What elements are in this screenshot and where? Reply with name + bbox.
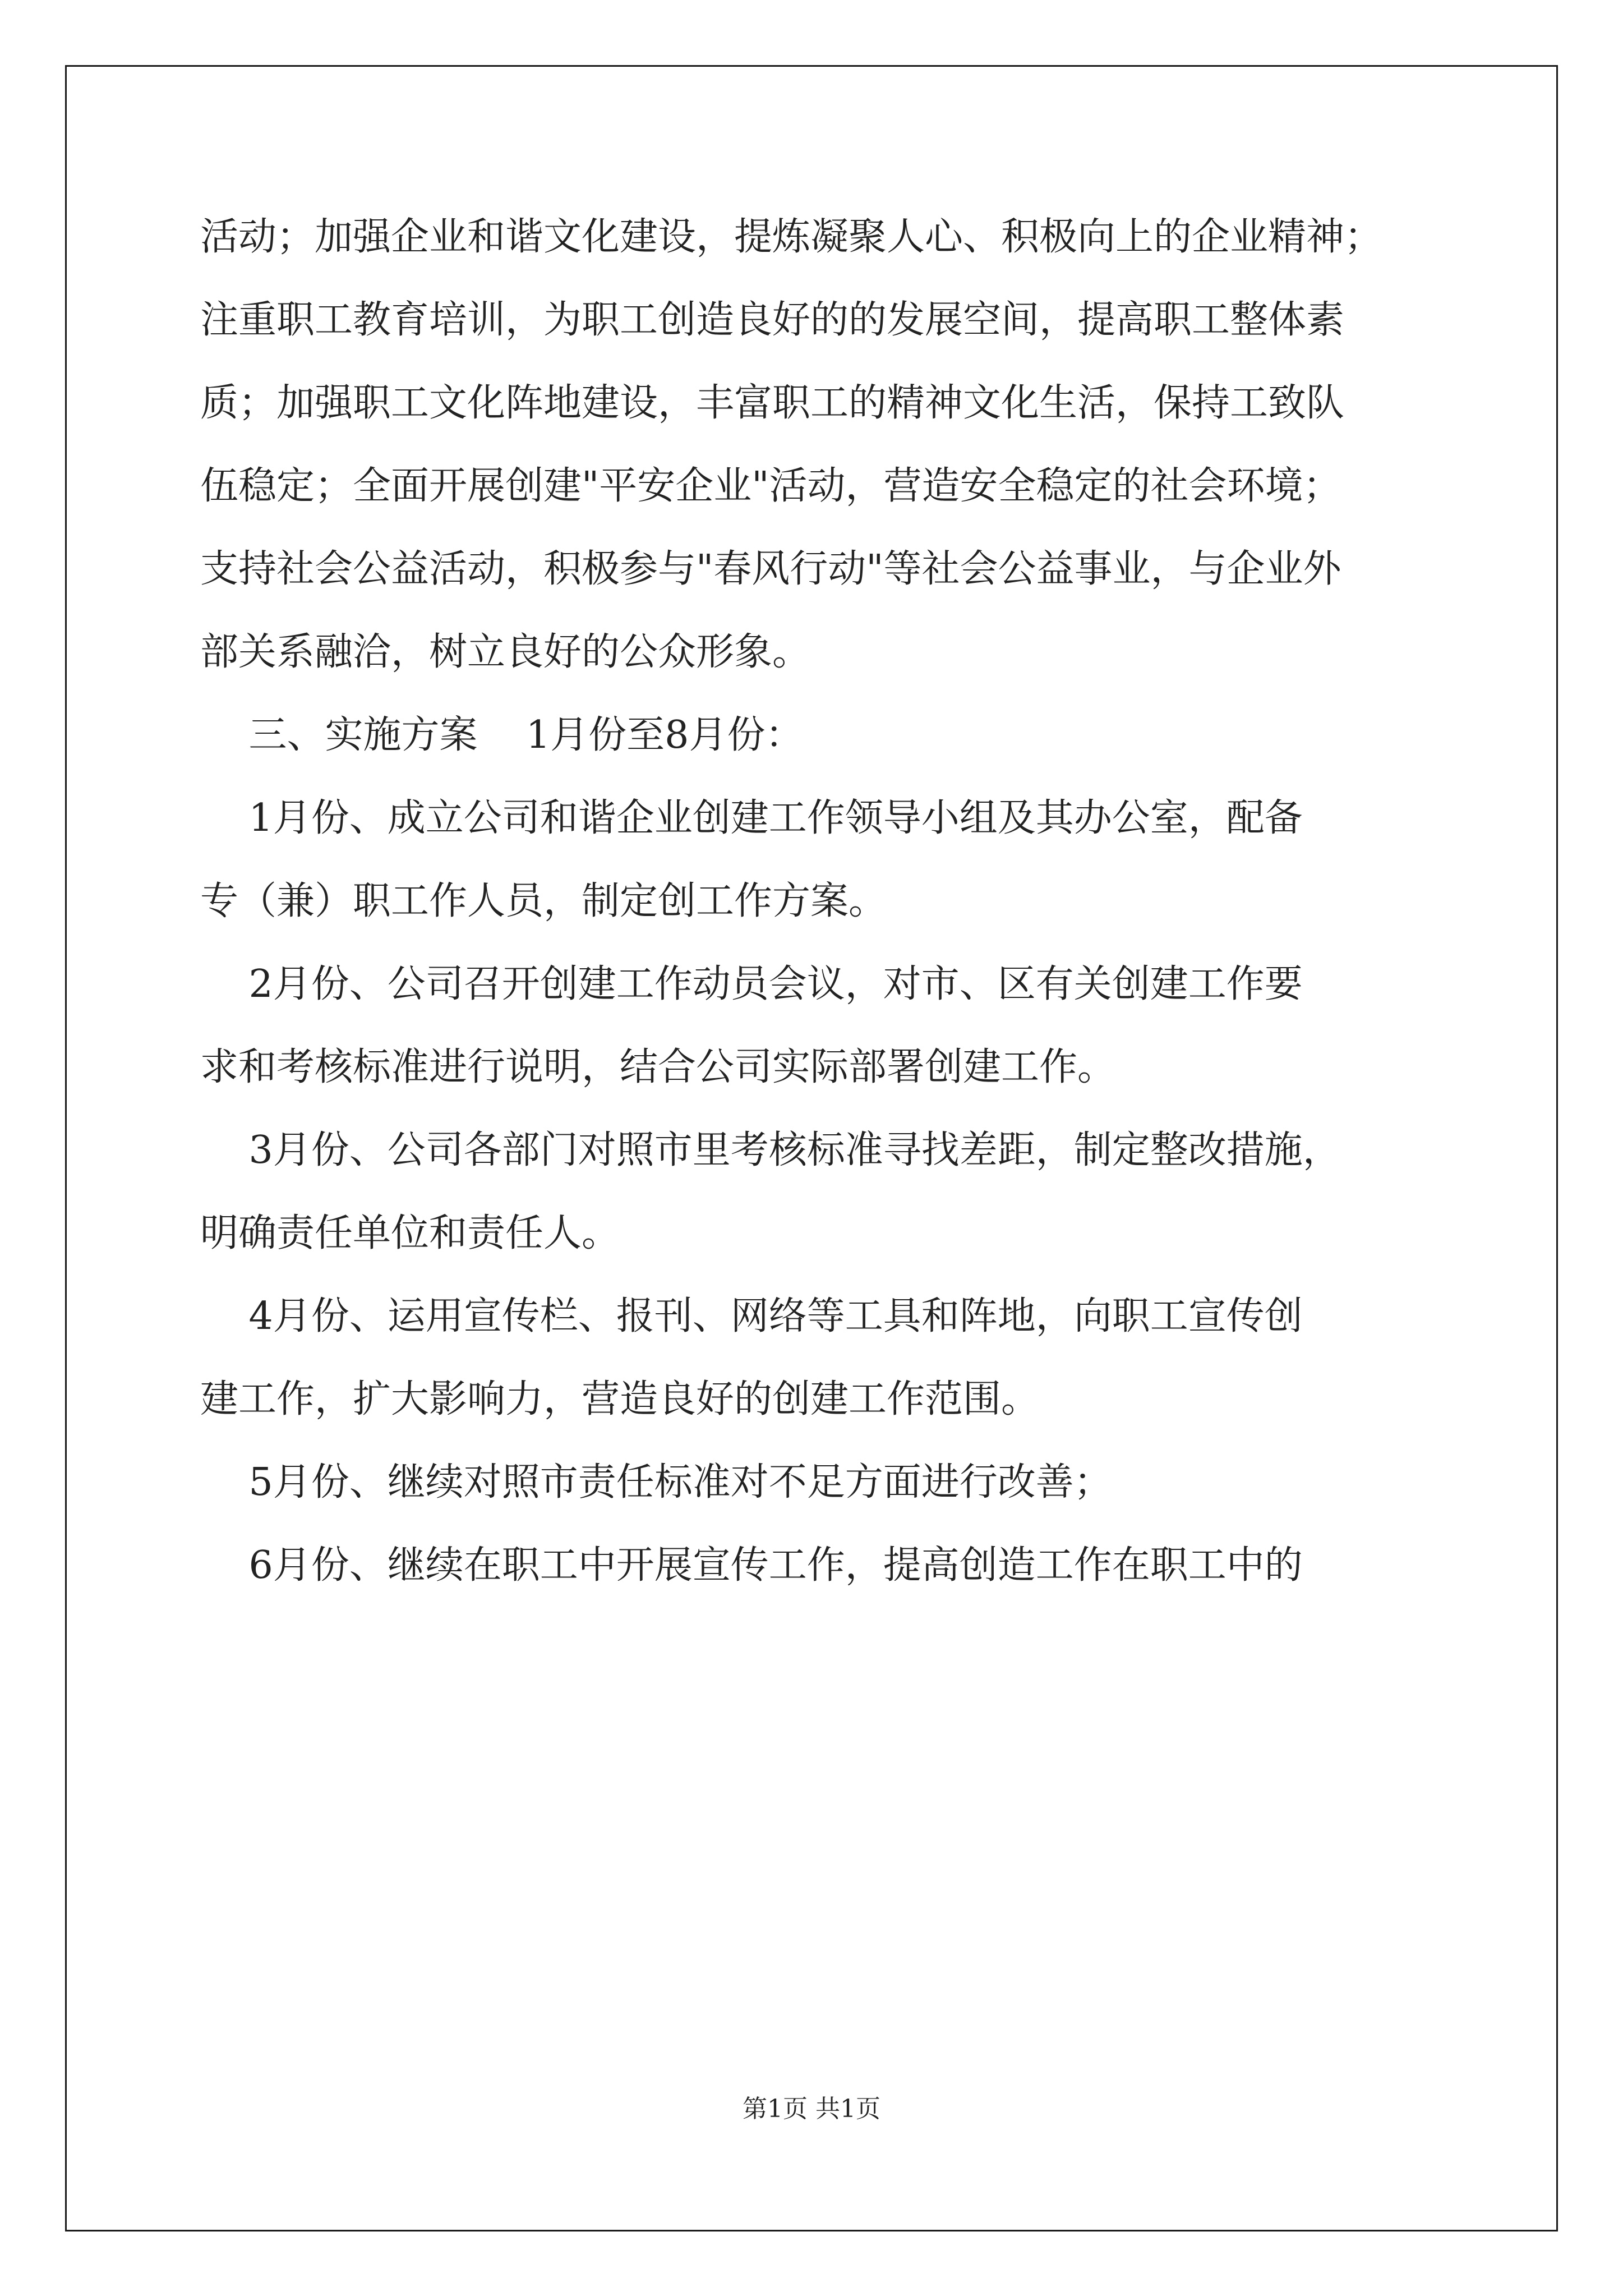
text-line: 6月份、继续在职工中开展宣传工作，提高创造工作在职工中的 [200,1543,1303,1588]
page-number-footer: 第1页 共1页 [743,2095,880,2123]
text-line: 专（兼）职工作人员，制定创工作方案。 [200,879,887,923]
text-line: 3月份、公司各部门对照市里考核标准寻找差距，制定整改措施， [200,1128,1341,1172]
text-line: 建工作，扩大影响力，营造良好的创建工作范围。 [200,1377,1040,1421]
text-line: 求和考核标准进行说明，结合公司实际部署创建工作。 [200,1045,1116,1089]
text-line: 注重职工教育培训，为职工创造良好的的发展空间，提高职工整体素 [200,298,1345,342]
text-line: 4月份、运用宣传栏、报刊、网络等工具和阵地，向职工宣传创 [200,1294,1303,1338]
text-line: 明确责任单位和责任人。 [200,1211,620,1255]
text-line: 支持社会公益活动，积极参与"春风行动"等社会公益事业，与企业外 [200,547,1341,591]
text-line: 5月份、继续对照市责任标准对不足方面进行改善； [200,1460,1112,1504]
text-line: 1月份、成立公司和谐企业创建工作领导小组及其办公室，配备 [200,796,1303,840]
text-line: 2月份、公司召开创建工作动员会议，对市、区有关创建工作要 [200,962,1303,1006]
text-line: 活动；加强企业和谐文化建设，提炼凝聚人心、积极向上的企业精神； [200,215,1383,259]
text-line: 部关系融洽，树立良好的公众形象。 [200,630,811,674]
text-line: 伍稳定；全面开展创建"平安企业"活动，营造安全稳定的社会环境； [200,464,1341,508]
text-line: 质；加强职工文化阵地建设，丰富职工的精神文化生活，保持工致队 [200,381,1345,425]
section-heading: 三、实施方案 1月份至8月份： [200,713,804,757]
